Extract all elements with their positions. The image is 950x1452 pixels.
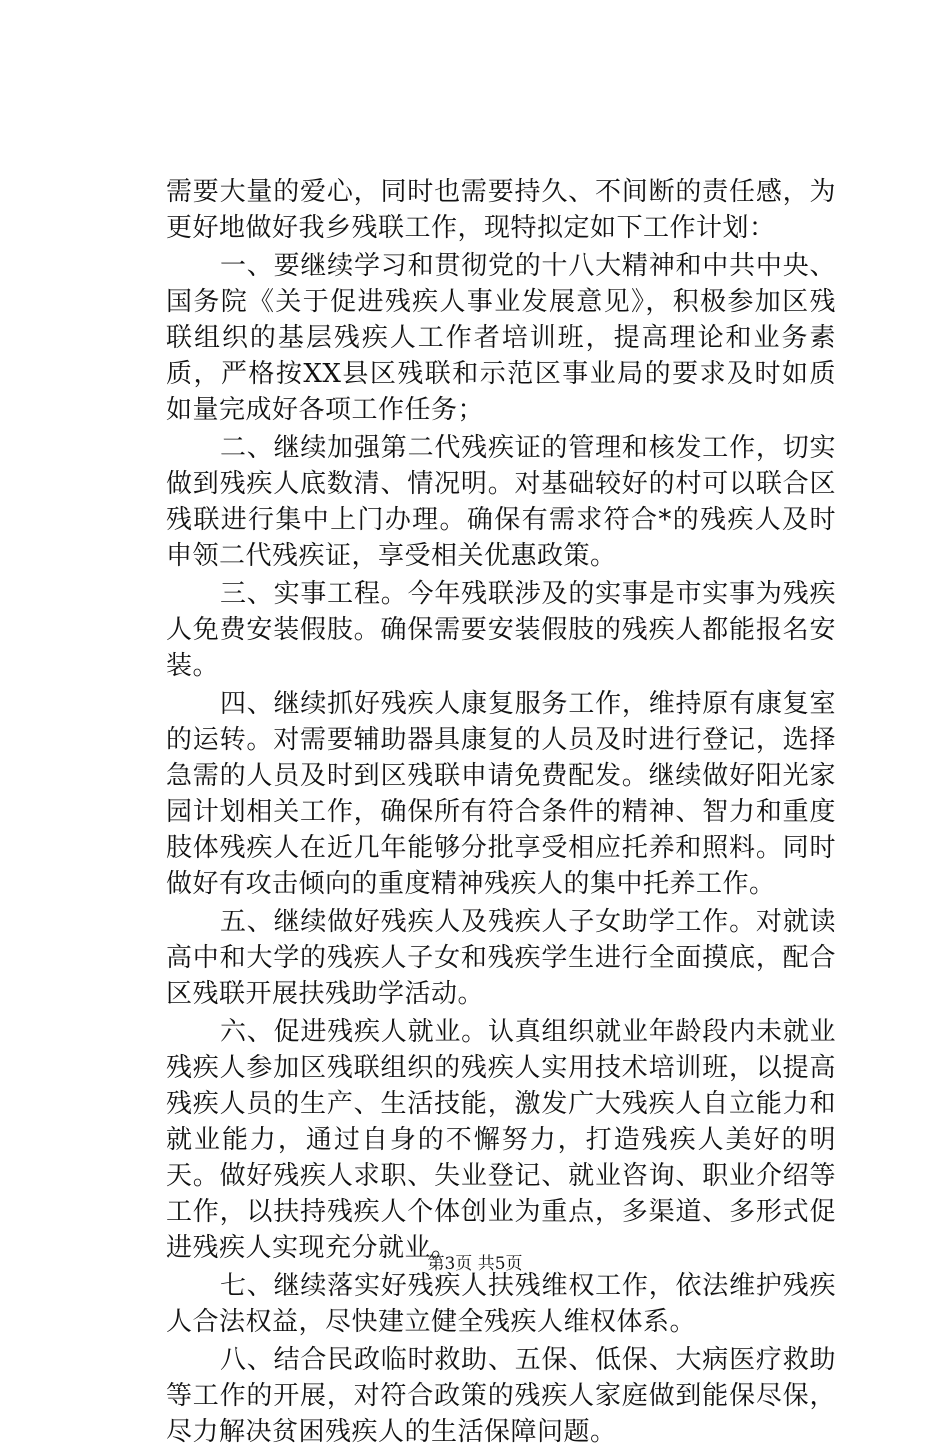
paragraph-item-7: 七、继续落实好残疾人扶残维权工作，依法维护残疾人合法权益，尽快建立健全残疾人维权体系。 (166, 1271, 836, 1337)
paragraph-item-1: 一、要继续学习和贯彻党的十八大精神和中共中央、国务院《关于促进残疾人事业发展意见》，积极参加区残联组织的基层残疾人工作者培训班，提高理论和业务素质，严格按XX县区残联和示范区事业局的要求及时如质如量完成好各项工作任务； (166, 251, 836, 425)
page-number-footer: 第3页 共5页 (427, 1254, 523, 1274)
paragraph-item-5: 五、继续做好残疾人及残疾人子女助学工作。对就读高中和大学的残疾人子女和残疾学生进行全面摸底，配合区残联开展扶残助学活动。 (166, 907, 836, 1009)
paragraph-item-3: 三、实事工程。今年残联涉及的实事是市实事为残疾人免费安装假肢。确保需要安装假肢的残疾人都能报名安装。 (166, 579, 836, 681)
paragraph-item-6: 六、促进残疾人就业。认真组织就业年龄段内未就业残疾人参加区残联组织的残疾人实用技术培训班，以提高残疾人员的生产、生活技能，激发广大残疾人自立能力和就业能力，通过自身的不懈努力，打造残疾人美好的明天。做好残疾人求职、失业登记、就业咨询、职业介绍等工作，以扶持残疾人个体创业为重点，多渠道、多形式促进残疾人实现充分就业。 (166, 1017, 836, 1263)
paragraph-item-4: 四、继续抓好残疾人康复服务工作，维持原有康复室的运转。对需要辅助器具康复的人员及时进行登记，选择急需的人员及时到区残联申请免费配发。继续做好阳光家园计划相关工作，确保所有符合条件的精神、智力和重度肢体残疾人在近几年能够分批享受相应托养和照料。同时做好有攻击倾向的重度精神残疾人的集中托养工作。 (166, 689, 836, 899)
paragraph-item-2: 二、继续加强第二代残疾证的管理和核发工作，切实做到残疾人底数清、情况明。对基础较好的村可以联合区残联进行集中上门办理。确保有需求符合*的残疾人及时申领二代残疾证，享受相关优惠政策。 (166, 433, 836, 571)
paragraph-item-8: 八、结合民政临时救助、五保、低保、大病医疗救助等工作的开展，对符合政策的残疾人家庭做到能保尽保，尽力解决贫困残疾人的生活保障问题。 (166, 1345, 836, 1447)
paragraph-intro-continuation: 需要大量的爱心，同时也需要持久、不间断的责任感，为更好地做好我乡残联工作，现特拟定如下工作计划： (166, 177, 836, 243)
